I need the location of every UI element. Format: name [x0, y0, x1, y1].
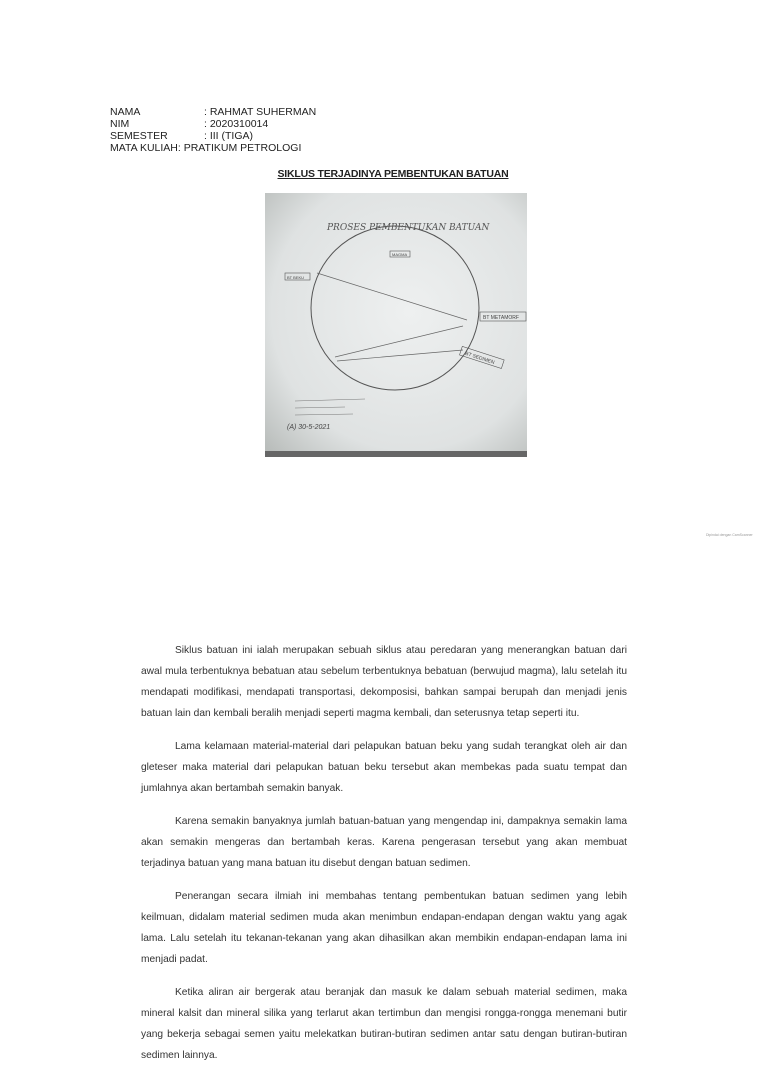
info-value: : 2020310014 — [204, 118, 269, 130]
label-bt-metamorf: BT METAMORF — [483, 315, 519, 321]
info-label: MATA KULIAH — [110, 142, 178, 154]
paragraph: Karena semakin banyaknya jumlah batuan-batuan yang mengendap ini, dampaknya semakin lama akan semakin mengeras dan bertambah keras. Karena pengerasan tersebut yang akan membuat terjadinya batuan yang mana batuan itu disebut dengan batuan sedimen. — [141, 816, 627, 869]
rock-cycle-sketch-photo — [265, 193, 527, 457]
info-label: NAMA — [110, 106, 141, 118]
info-row-nama — [110, 106, 316, 118]
info-row-nim — [110, 118, 316, 130]
label-bt-beku: BT BEKU — [287, 275, 305, 280]
info-row-semester — [110, 130, 316, 142]
label-bt-sedimen: BT SEDIMEN — [464, 350, 496, 366]
paragraph: Lama kelamaan material-material dari pelapukan batuan beku yang sudah terangkat oleh air dan gleteser maka material dari pelapukan batuan beku tersebut akan membekas pada suatu tempat dan jumlahnya akan bertambah semakin banyak. — [141, 741, 627, 794]
paragraph: Ketika aliran air bergerak atau beranjak dan masuk ke dalam sebuah material sedimen, maka mineral kalsit dan mineral silika yang terlarut akan tertimbun dan mengisi rongga-rongga menemani butir yang bekerja sebagai semen yaitu melekatkan butiran-butiran sedimen antar satu dengan butiran-butiran sedimen lainnya. — [141, 987, 627, 1061]
info-value: : RAHMAT SUHERMAN — [204, 106, 317, 118]
document-title: SIKLUS TERJADINYA PEMBENTUKAN BATUAN — [277, 168, 509, 180]
paragraph: Siklus batuan ini ialah merupakan sebuah siklus atau peredaran yang menerangkan batuan dari awal mula terbentuknya bebatuan atau sebelum terbentuknya bebatuan (berwujud magma), lalu setelah itu mendapati modifikasi, mendapati transportasi, dekomposisi, bahkan sampai berupah dan menjadi jenis batuan lain dan kembali beralih menjadi seperti magma kembali, dan seterusnya tetap seperti itu. — [141, 645, 627, 719]
sketch-heading: PROSES PEMBENTUKAN BATUAN — [327, 223, 490, 233]
student-info — [110, 106, 316, 154]
info-value: : III (TIGA) — [204, 130, 253, 142]
info-value: : PRATIKUM PETROLOGI — [177, 142, 302, 154]
scanner-watermark: Dipindai dengan CamScanner — [706, 533, 753, 537]
info-row-mata-kuliah — [110, 142, 316, 154]
paragraph: Penerangan secara ilmiah ini membahas tentang pembentukan batuan sedimen yang lebih keilmuan, didalam material sedimen muda akan menimbun endapan-endapan dengan waktu yang agak lama. Lalu setelah itu tekanan-tekanan yang akan dihasilkan akan membikin endapan-endapan lama ini menjadi padat. — [141, 891, 627, 965]
label-date: (A) 30-5-2021 — [287, 424, 331, 431]
document-body — [141, 640, 627, 1078]
info-label: SEMESTER — [110, 130, 168, 142]
label-magma: MAGMA — [392, 252, 408, 257]
info-label: NIM — [110, 118, 130, 130]
